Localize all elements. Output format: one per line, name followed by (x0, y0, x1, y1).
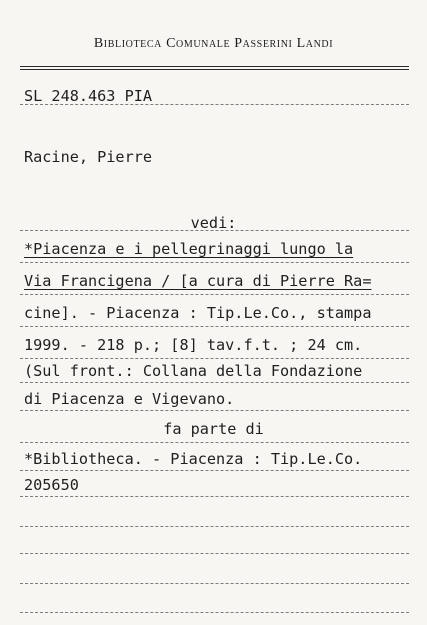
ruled-line (20, 262, 409, 263)
ruled-line (20, 358, 409, 359)
ruled-line (20, 382, 409, 383)
ruled-line (20, 553, 409, 554)
ruled-line (20, 526, 409, 527)
library-header: Biblioteca Comunale Passerini Landi (93, 36, 334, 51)
title-line-5: (Sul front.: Collana della Fondazione (24, 362, 363, 380)
ruled-line (20, 442, 409, 443)
inventory-number: 205650 (24, 476, 79, 494)
ruled-line (20, 612, 409, 613)
title-line-4: 1999. - 218 p.; [8] tav.f.t. ; 24 cm. (24, 336, 363, 354)
ruled-line (20, 326, 409, 327)
header-rule-double (20, 69, 409, 70)
ruled-line (20, 230, 409, 231)
ruled-line (20, 294, 409, 295)
ruled-line (20, 104, 409, 105)
shelfmark: SL 248.463 PIA (24, 87, 153, 105)
ruled-line (20, 583, 409, 584)
ruled-line (20, 496, 409, 497)
author-heading: Racine, Pierre (24, 148, 153, 166)
see-reference: vedi: (190, 214, 237, 232)
title-line-1: *Piacenza e i pellegrinaggi lungo la (24, 240, 354, 258)
header-rule (20, 66, 409, 67)
title-line-6: di Piacenza e Vigevano. (24, 390, 235, 408)
series-entry: *Bibliotheca. - Piacenza : Tip.Le.Co. (24, 450, 363, 468)
ruled-line (20, 410, 409, 411)
title-line-3: cine]. - Piacenza : Tip.Le.Co., stampa (24, 304, 372, 322)
title-line-2: Via Francigena / [a cura di Pierre Ra= (24, 272, 372, 290)
ruled-line (20, 470, 409, 471)
part-of-label: fa parte di (163, 420, 264, 438)
